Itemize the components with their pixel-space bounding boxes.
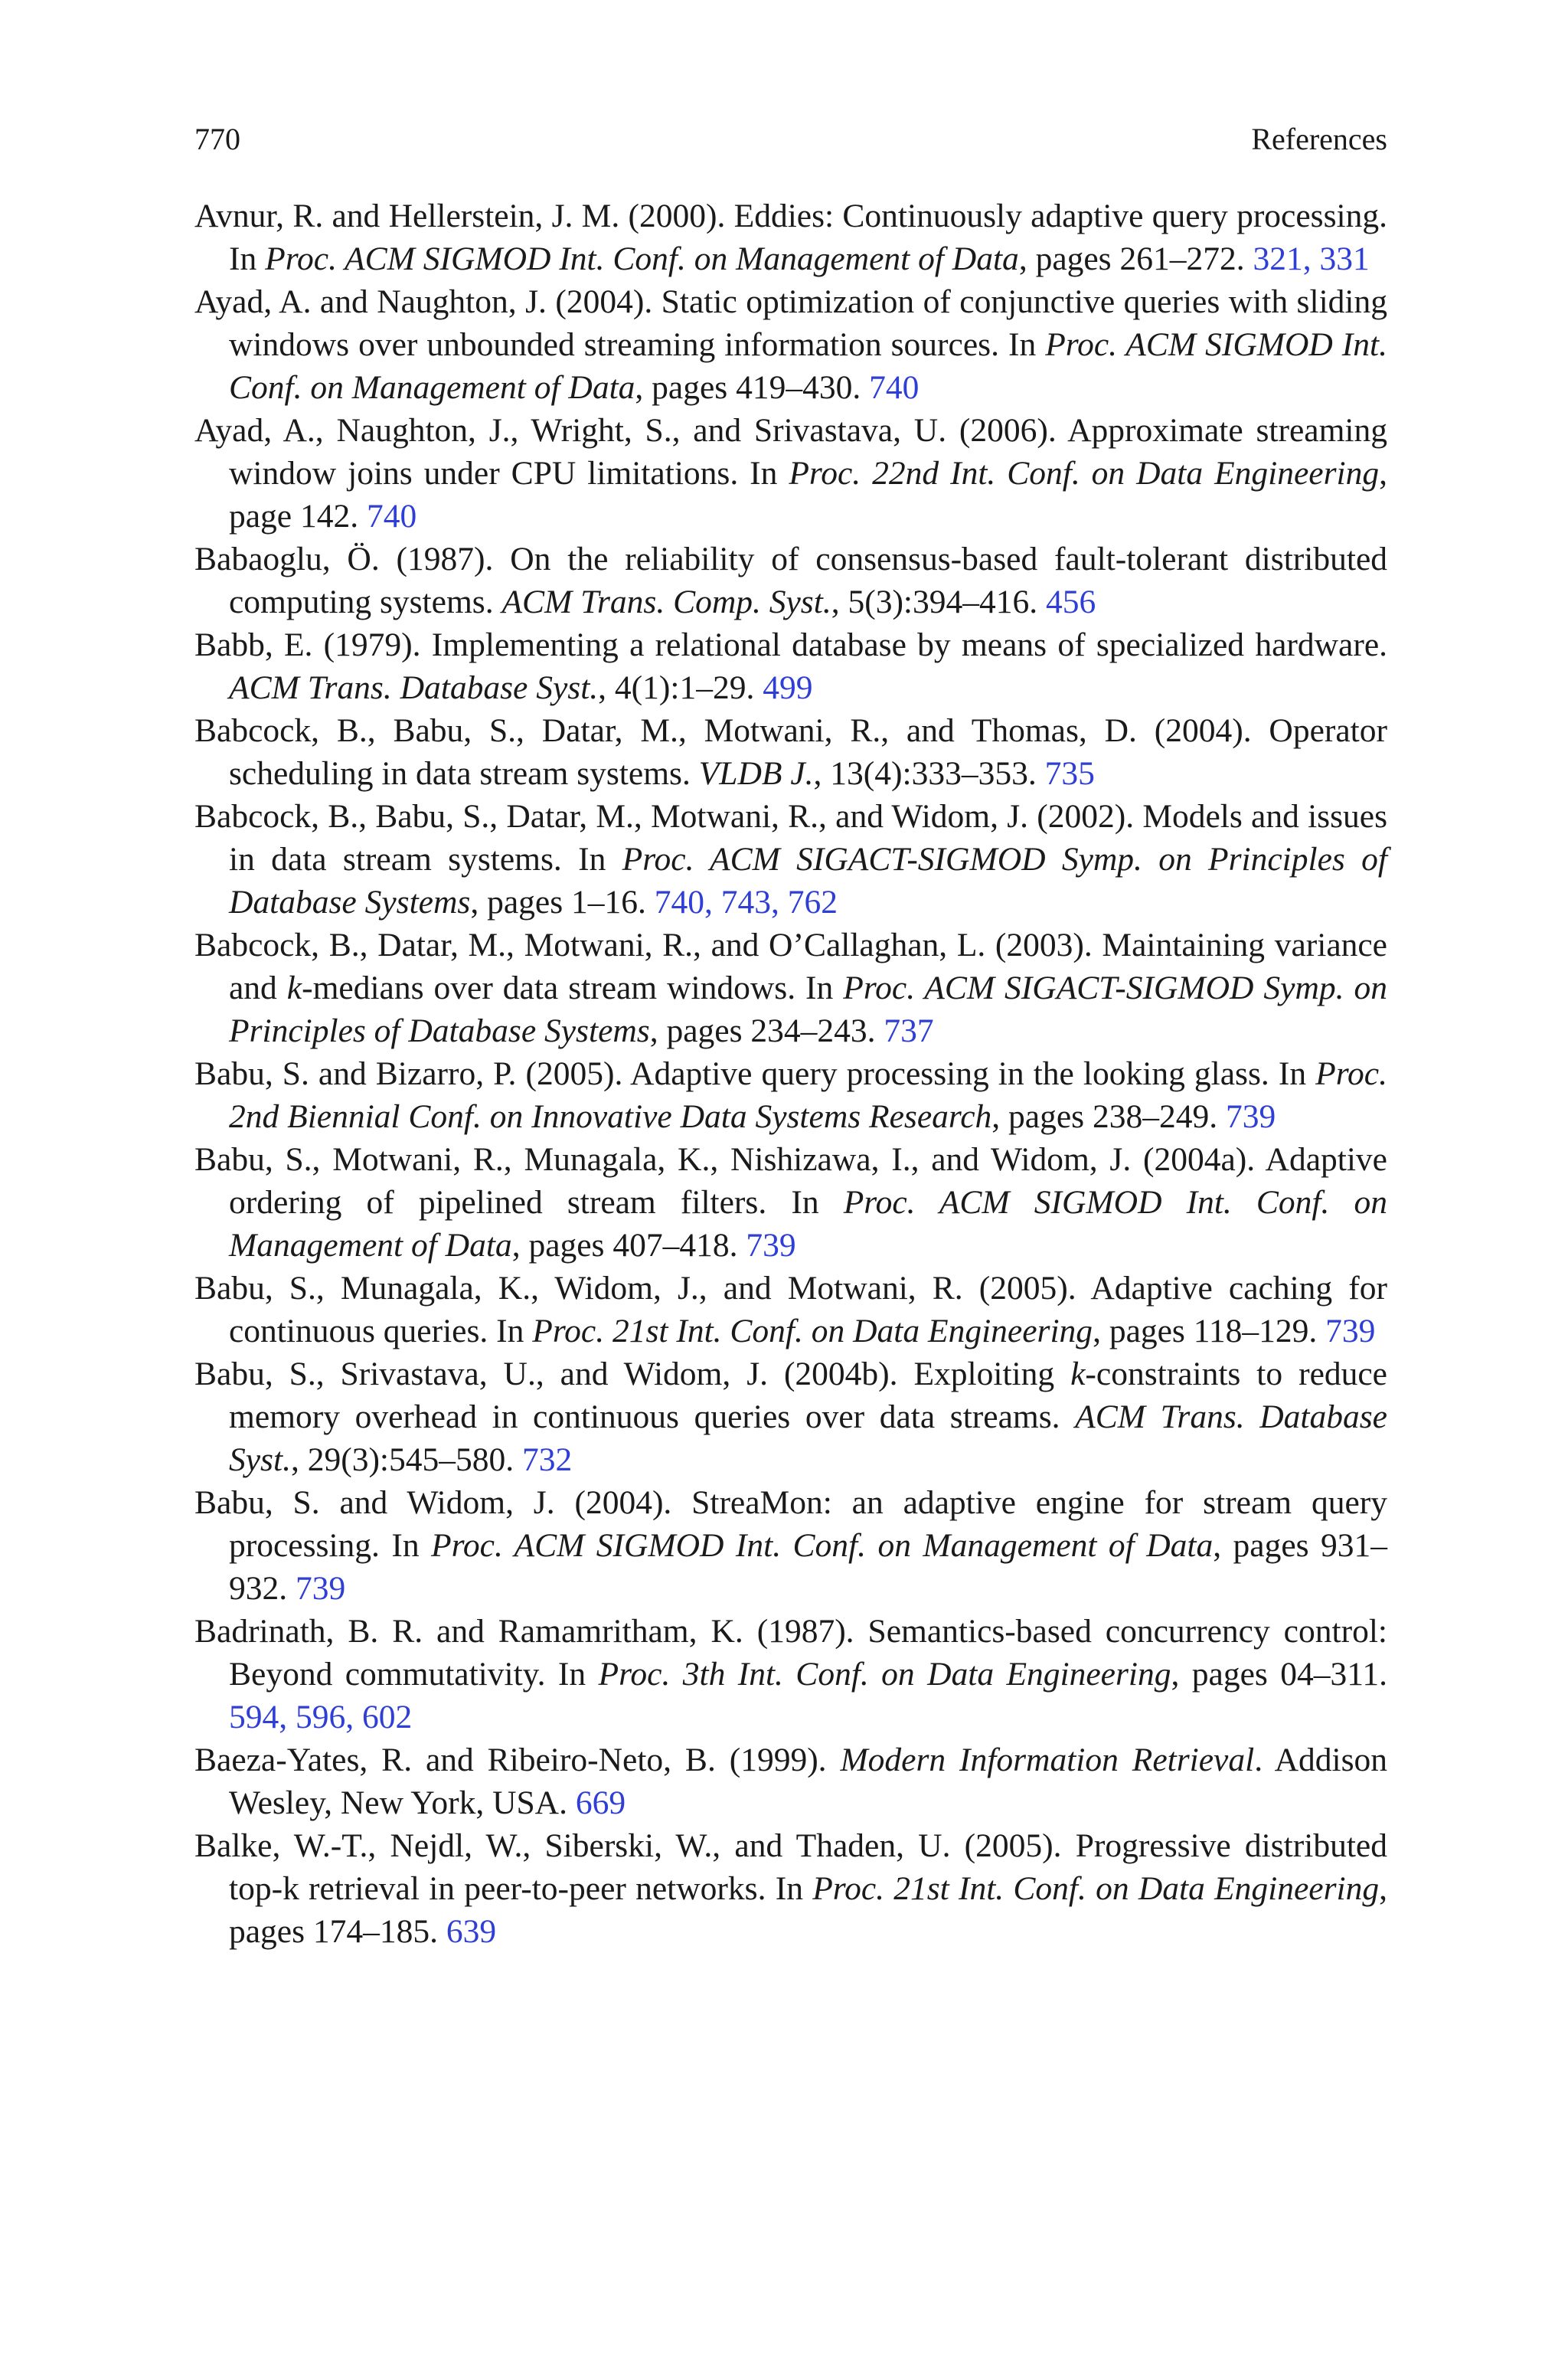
- back-reference-link[interactable]: 740: [367, 498, 417, 535]
- back-reference-link[interactable]: 739: [296, 1570, 346, 1607]
- reference-text: , 5(3):394–416.: [831, 584, 1047, 620]
- reference-text: Babu, S. and Bizarro, P. (2005). Adaptive query processing in the looking glass. In: [194, 1055, 1316, 1092]
- reference-text: Babcock, B., Babu, S., Datar, M., Motwani, R., and Widom, J. (2002). Models and issues in data stream systems. In: [194, 798, 1387, 878]
- reference-italic-text: Proc. 21st Int. Conf. on Data Engineering: [812, 1870, 1380, 1907]
- reference-entry: [194, 1052, 1387, 1138]
- reference-text: , pages 419–430.: [635, 369, 870, 406]
- running-head: [194, 121, 1387, 158]
- reference-entry: [194, 795, 1387, 924]
- reference-italic-text: Proc. ACM SIGMOD Int. Conf. on Management of Data: [265, 240, 1019, 277]
- reference-text: Babb, E. (1979). Implementing a relational database by means of specialized hardware.: [194, 626, 1387, 663]
- reference-italic-text: k: [286, 970, 302, 1006]
- back-reference-link[interactable]: 739: [1325, 1313, 1376, 1349]
- reference-entry: [194, 1138, 1387, 1267]
- reference-entry: [194, 623, 1387, 709]
- back-reference-link[interactable]: 739: [1225, 1098, 1276, 1135]
- back-reference-link[interactable]: 735: [1044, 755, 1095, 792]
- reference-italic-text: ACM Trans. Database Syst.: [229, 1398, 1387, 1478]
- reference-entry: [194, 1739, 1387, 1824]
- reference-text: -medians over data stream windows. In: [302, 970, 844, 1006]
- reference-text: Ayad, A., Naughton, J., Wright, S., and Srivastava, U. (2006). Approximate streaming window joins under CPU limitations. In: [194, 412, 1387, 492]
- back-reference-link[interactable]: 669: [575, 1784, 626, 1821]
- reference-text: , pages 931–932.: [229, 1527, 1387, 1607]
- reference-text: Badrinath, B. R. and Ramamritham, K. (1987). Semantics-based concurrency control: Beyond commutativity. In: [194, 1613, 1387, 1693]
- reference-entry: [194, 1824, 1387, 1953]
- reference-text: , pages 174–185.: [229, 1870, 1388, 1950]
- reference-italic-text: Proc. 3th Int. Conf. on Data Engineering: [598, 1656, 1171, 1693]
- reference-text: , pages 407–418.: [511, 1227, 746, 1264]
- reference-list: [194, 195, 1387, 1953]
- reference-text: Baeza-Yates, R. and Ribeiro-Neto, B. (1999).: [194, 1742, 841, 1778]
- reference-italic-text: Proc. 2nd Biennial Conf. on Innovative Data Systems Research: [229, 1055, 1387, 1135]
- reference-text: , pages 118–129.: [1093, 1313, 1326, 1349]
- reference-italic-text: ACM Trans. Database Syst.: [229, 669, 599, 706]
- back-reference-link[interactable]: 321, 331: [1253, 240, 1370, 277]
- reference-italic-text: ACM Trans. Comp. Syst.: [501, 584, 831, 620]
- page-number: 770: [194, 122, 240, 156]
- reference-italic-text: k: [1070, 1356, 1086, 1392]
- reference-text: . Addison Wesley, New York, USA.: [229, 1742, 1387, 1821]
- reference-entry: [194, 195, 1387, 280]
- reference-italic-text: Proc. 21st Int. Conf. on Data Engineering: [532, 1313, 1093, 1349]
- section-title: References: [1251, 122, 1387, 156]
- reference-italic-text: VLDB J.: [698, 755, 814, 792]
- reference-text: Babu, S., Motwani, R., Munagala, K., Nishizawa, I., and Widom, J. (2004a). Adaptive ordering of pipelined stream filters. In: [194, 1141, 1387, 1221]
- reference-italic-text: Proc. ACM SIGMOD Int. Conf. on Management of Data: [229, 326, 1388, 406]
- reference-text: Ayad, A. and Naughton, J. (2004). Static optimization of conjunctive queries with sliding windows over unbounded streaming information sources. In: [194, 283, 1387, 363]
- reference-text: Balke, W.-T., Nejdl, W., Siberski, W., and Thaden, U. (2005). Progressive distributed top-k retrieval in peer-to-peer networks. In: [194, 1827, 1387, 1907]
- reference-text: , pages 1–16.: [470, 884, 655, 921]
- reference-text: Avnur, R. and Hellerstein, J. M. (2000). Eddies: Continuously adaptive query processing. In: [194, 198, 1387, 277]
- reference-entry: [194, 1267, 1387, 1353]
- reference-text: , 29(3):545–580.: [290, 1441, 523, 1478]
- reference-text: -constraints to reduce memory overhead in continuous queries over data streams.: [229, 1356, 1387, 1435]
- reference-text: Babcock, B., Datar, M., Motwani, R., and O’Callaghan, L. (2003). Maintaining variance and: [194, 927, 1387, 1006]
- reference-text: , page 142.: [229, 455, 1387, 535]
- reference-text: , pages 04–311.: [1171, 1656, 1387, 1693]
- reference-italic-text: Proc. 22nd Int. Conf. on Data Engineering: [789, 455, 1380, 492]
- reference-italic-text: Proc. ACM SIGACT-SIGMOD Symp. on Principles of Database Systems: [229, 970, 1387, 1049]
- reference-entry: [194, 709, 1387, 795]
- reference-text: Babu, S. and Widom, J. (2004). StreaMon: an adaptive engine for stream query processing. In: [194, 1484, 1387, 1564]
- reference-text: Babu, S., Munagala, K., Widom, J., and Motwani, R. (2005). Adaptive caching for continuous queries. In: [194, 1270, 1387, 1349]
- back-reference-link[interactable]: 639: [446, 1913, 497, 1950]
- reference-entry: [194, 280, 1387, 409]
- back-reference-link[interactable]: 740, 743, 762: [654, 884, 838, 921]
- back-reference-link[interactable]: 739: [746, 1227, 796, 1264]
- reference-text: , pages 234–243.: [649, 1012, 884, 1049]
- reference-italic-text: Proc. ACM SIGACT-SIGMOD Symp. on Principles of Database Systems: [229, 841, 1387, 921]
- reference-italic-text: Proc. ACM SIGMOD Int. Conf. on Management of Data: [431, 1527, 1214, 1564]
- reference-text: Babu, S., Srivastava, U., and Widom, J. (2004b). Exploiting: [194, 1356, 1071, 1392]
- reference-text: , 13(4):333–353.: [813, 755, 1045, 792]
- reference-entry: [194, 538, 1387, 623]
- reference-text: Babaoglu, Ö. (1987). On the reliability of consensus-based fault-tolerant distributed computing systems.: [194, 541, 1387, 620]
- reference-text: Babcock, B., Babu, S., Datar, M., Motwani, R., and Thomas, D. (2004). Operator scheduling in data stream systems.: [194, 712, 1387, 792]
- back-reference-link[interactable]: 740: [869, 369, 920, 406]
- back-reference-link[interactable]: 732: [522, 1441, 573, 1478]
- reference-italic-text: Modern Information Retrieval: [840, 1742, 1255, 1778]
- back-reference-link[interactable]: 594, 596, 602: [229, 1699, 413, 1735]
- back-reference-link[interactable]: 499: [763, 669, 813, 706]
- reference-entry: [194, 1481, 1387, 1610]
- reference-entry: [194, 924, 1387, 1052]
- back-reference-link[interactable]: 737: [884, 1012, 934, 1049]
- reference-italic-text: Proc. ACM SIGMOD Int. Conf. on Management of Data: [229, 1184, 1387, 1264]
- reference-text: , pages 238–249.: [991, 1098, 1226, 1135]
- reference-entry: [194, 409, 1387, 538]
- reference-entry: [194, 1610, 1387, 1739]
- page: [194, 121, 1387, 1953]
- back-reference-link[interactable]: 456: [1046, 584, 1096, 620]
- reference-text: , 4(1):1–29.: [598, 669, 763, 706]
- reference-text: , pages 261–272.: [1018, 240, 1253, 277]
- reference-entry: [194, 1353, 1387, 1481]
